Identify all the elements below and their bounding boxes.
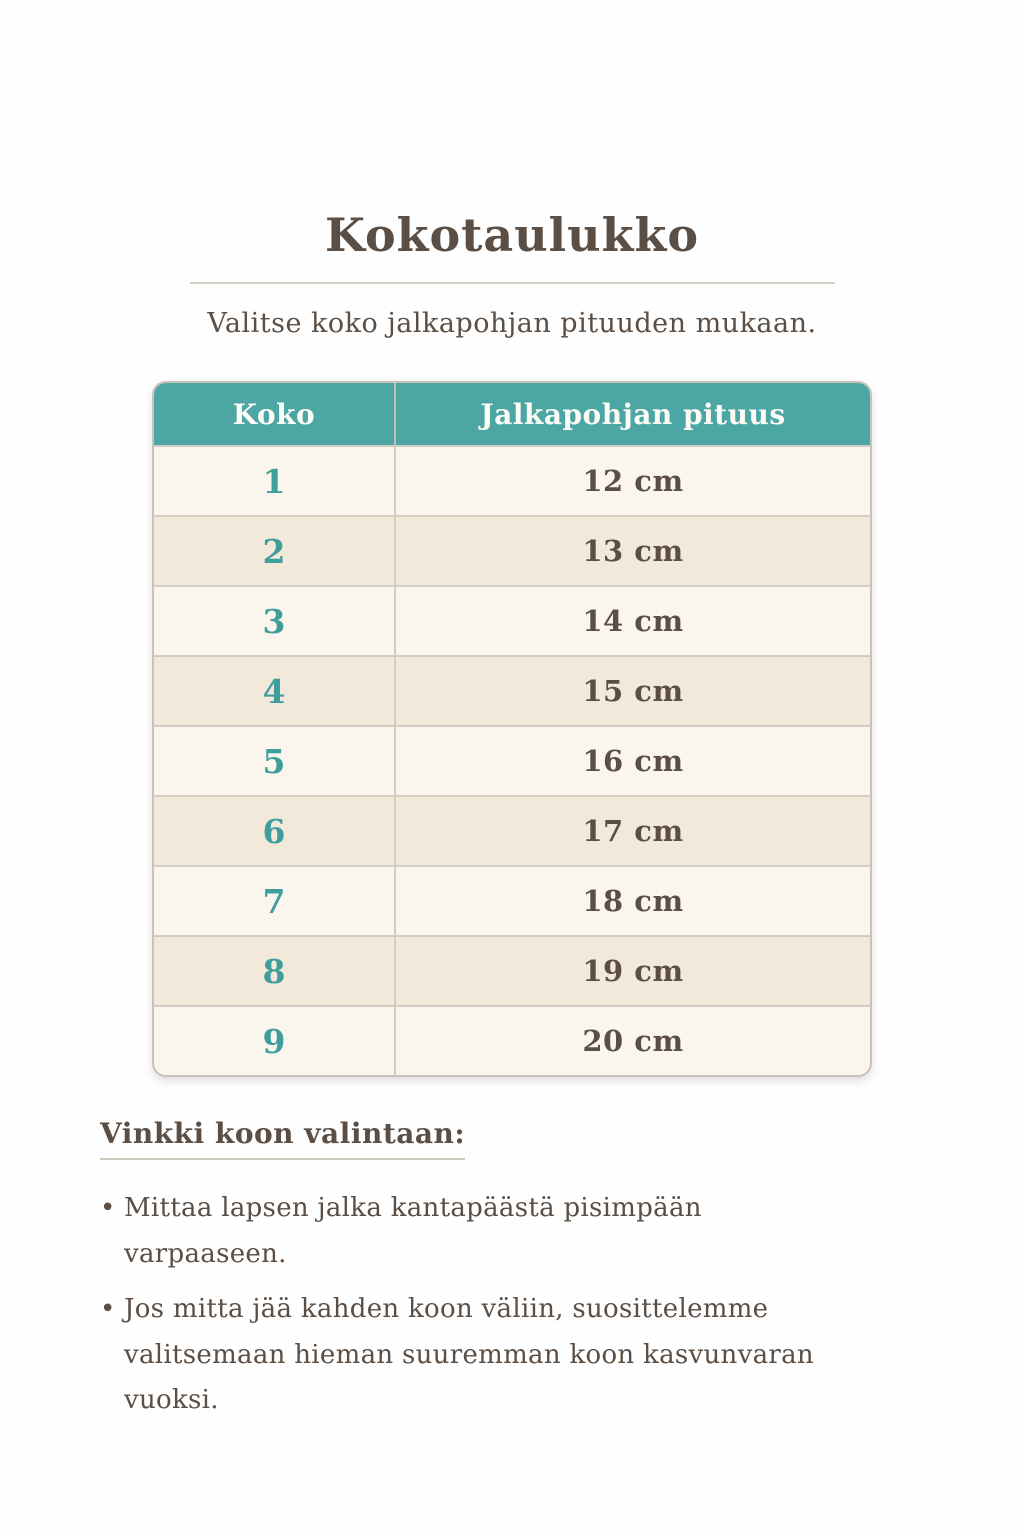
page-title: Kokotaulukko (324, 208, 700, 262)
table-row (154, 725, 870, 795)
table-row (154, 655, 870, 725)
length-value: 18 cm (396, 867, 870, 935)
table-row (154, 445, 870, 515)
list-item (100, 1186, 820, 1277)
tips-section (100, 1117, 924, 1424)
list-item (100, 1287, 820, 1424)
table-row (154, 795, 870, 865)
bullet-icon: • (100, 1193, 116, 1223)
size-table (152, 381, 872, 1077)
length-value: 20 cm (396, 1007, 870, 1075)
size-value: 4 (154, 657, 396, 725)
length-value: 14 cm (396, 587, 870, 655)
size-value: 3 (154, 587, 396, 655)
table-row (154, 1005, 870, 1075)
length-value: 19 cm (396, 937, 870, 1005)
size-value: 2 (154, 517, 396, 585)
size-value: 9 (154, 1007, 396, 1075)
table-header-length: Jalkapohjan pituus (480, 397, 786, 431)
size-value: 7 (154, 867, 396, 935)
table-row (154, 515, 870, 585)
size-value: 1 (154, 447, 396, 515)
size-value: 8 (154, 937, 396, 1005)
tip-text: Jos mitta jää kahden koon väliin, suosittelemme valitsemaan hieman suuremman koon kasvunvaran vuoksi. (124, 1294, 814, 1415)
size-value: 6 (154, 797, 396, 865)
table-header-row (154, 383, 870, 445)
table-row (154, 935, 870, 1005)
length-value: 13 cm (396, 517, 870, 585)
length-value: 15 cm (396, 657, 870, 725)
length-value: 16 cm (396, 727, 870, 795)
tips-list (100, 1186, 820, 1424)
table-row (154, 585, 870, 655)
length-value: 17 cm (396, 797, 870, 865)
table-row (154, 865, 870, 935)
size-value: 5 (154, 727, 396, 795)
title-divider (190, 282, 835, 284)
tips-heading: Vinkki koon valintaan: (100, 1117, 465, 1160)
tip-text: Mittaa lapsen jalka kantapäästä pisimpään varpaaseen. (124, 1193, 702, 1269)
table-header-size: Koko (154, 383, 396, 445)
length-value: 12 cm (396, 447, 870, 515)
page-subtitle: Valitse koko jalkapohjan pituuden mukaan. (207, 308, 817, 339)
bullet-icon: • (100, 1294, 116, 1324)
